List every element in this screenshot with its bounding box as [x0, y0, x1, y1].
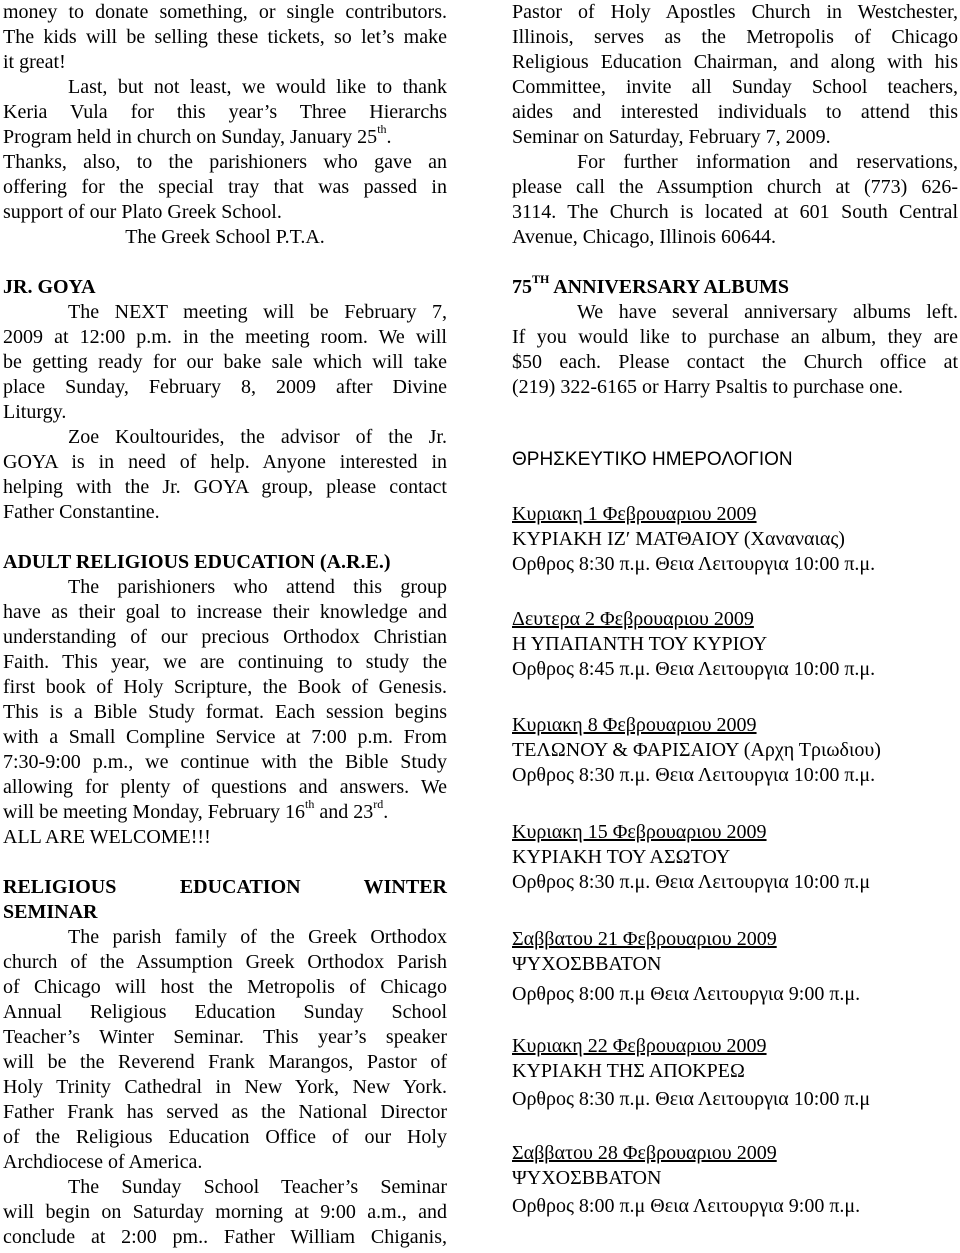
inline-text: and 23	[314, 801, 374, 823]
calendar-feast: ΨΥΧΟΣΒΒΑΤΟΝ	[512, 1167, 662, 1189]
calendar-feast: ΚΥΡΙΑΚΗ ΤΟΥ ΑΣΩΤΟΥ	[512, 846, 731, 868]
body-line: The NEXT meeting will be February 7,	[68, 301, 447, 323]
body-line: Archdiocese of America.	[3, 1151, 203, 1173]
section-heading-albums	[512, 272, 958, 300]
body-line: This is a Bible Study format. Each session begins	[3, 701, 447, 723]
body-line: The kids will be selling these tickets, so let’s make	[3, 26, 447, 48]
body-line: Faith. This year, we are continuing to study the	[3, 651, 447, 673]
body-line: be getting ready for our bake sale which will take	[3, 351, 447, 373]
calendar-services: Ορθρος 8:30 π.μ. Θεια Λειτουργια 10:00 π.μ	[512, 1088, 871, 1110]
body-line	[3, 122, 447, 150]
inline-text: ANNIVERSARY ALBUMS	[549, 276, 790, 298]
body-line: Holy Trinity Cathedral in New York, New York.	[3, 1076, 447, 1098]
body-line: Pastor of Holy Apostles Church in Westchester,	[512, 1, 958, 23]
section-heading-are: ADULT RELIGIOUS EDUCATION (A.R.E.)	[3, 551, 391, 573]
body-line: place Sunday, February 8, 2009 after Divine	[3, 376, 447, 398]
calendar-services: Ορθρος 8:45 π.μ. Θεια Λειτουργια 10:00 π.μ.	[512, 658, 876, 680]
ordinal-suffix: th	[377, 122, 387, 137]
body-line: Father Frank has served as the National Director	[3, 1101, 447, 1123]
ordinal-suffix: th	[304, 797, 315, 812]
calendar-services: Ορθρος 8:30 π.μ. Θεια Λειτουργια 10:00 π.μ.	[512, 764, 876, 786]
body-line: will begin on Saturday morning at 9:00 a.m., and	[3, 1201, 447, 1223]
section-heading-seminar-cont: SEMINAR	[3, 901, 98, 923]
body-line: GOYA is in need of help. Anyone interested in	[3, 451, 447, 473]
body-line: Religious Education Chairman, and along with his	[512, 51, 958, 73]
body-line: Zoe Koultourides, the advisor of the Jr.	[68, 426, 447, 448]
body-line: We have several anniversary albums left.	[577, 301, 958, 323]
body-line: Illinois, serves as the Metropolis of Chicago	[512, 26, 958, 48]
body-line: $50 each. Please contact the Church office at	[512, 351, 958, 373]
body-line: money to donate something, or single contributors.	[3, 1, 447, 23]
section-heading-seminar: RELIGIOUS EDUCATION WINTER	[3, 876, 447, 898]
body-line: offering for the special tray that was passed in	[3, 176, 447, 198]
body-line: ALL ARE WELCOME!!!	[3, 826, 211, 848]
calendar-services: Ορθρος 8:30 π.μ. Θεια Λειτουργια 10:00 π.μ	[512, 871, 871, 893]
inline-text: will be meeting Monday, February 16	[3, 801, 305, 823]
calendar-feast: ΤΕΛΩΝΟΥ & ΦΑΡΙΣΑΙΟΥ (Αρχη Τριωδιου)	[512, 739, 881, 761]
ordinal-suffix: rd	[373, 797, 384, 812]
body-line: aides and interested individuals to attend this	[512, 101, 958, 123]
body-line: The parishioners who attend this group	[68, 576, 447, 598]
body-line: of Chicago will host the Metropolis of Chicago	[3, 976, 447, 998]
inline-text: 75	[512, 276, 532, 298]
body-line: allowing for plenty of questions and answers. We	[3, 776, 447, 798]
body-line: Last, but not least, we would like to thank	[68, 76, 447, 98]
calendar-services: Ορθρος 8:00 π.μ Θεια Λειτουργια 9:00 π.μ.	[512, 983, 861, 1005]
inline-text: Program held in church on Sunday, January 25	[3, 126, 378, 148]
calendar-feast: ΚΥΡΙΑΚΗ ΙΖ′ ΜΑΤΘΑΙΟΥ (Χαναναιας)	[512, 528, 845, 550]
body-line: If you would like to purchase an album, they are	[512, 326, 958, 348]
body-line: have as their goal to increase their knowledge and	[3, 601, 447, 623]
body-line	[3, 797, 447, 825]
body-line: Father Constantine.	[3, 501, 160, 523]
body-line: it great!	[3, 51, 66, 73]
body-line: Thanks, also, to the parishioners who gave an	[3, 151, 447, 173]
body-line: Seminar on Saturday, February 7, 2009.	[512, 126, 831, 148]
body-line: understanding of our precious Orthodox Christian	[3, 626, 447, 648]
body-line: Avenue, Chicago, Illinois 60644.	[512, 226, 777, 248]
body-line: 3114. The Church is located at 601 South Central	[512, 201, 958, 223]
body-line: The Sunday School Teacher’s Seminar	[68, 1176, 447, 1198]
calendar-date: Κυριακη 1 Φεβρουαριου 2009	[512, 503, 757, 525]
body-line: For further information and reservations,	[577, 151, 958, 173]
section-heading-jr-goya: JR. GOYA	[3, 276, 96, 298]
calendar-date: Κυριακη 22 Φεβρουαριου 2009	[512, 1035, 767, 1057]
ordinal-suffix: TH	[532, 272, 550, 287]
body-line: conclude at 2:00 pm.. Father William Chiganis,	[3, 1226, 447, 1248]
body-line: Teacher’s Winter Seminar. This year’s speaker	[3, 1026, 447, 1048]
body-line: Annual Religious Education Sunday School	[3, 1001, 447, 1023]
body-line: helping with the Jr. GOYA group, please contact	[3, 476, 447, 498]
calendar-date: Δευτερα 2 Φεβρουαριου 2009	[512, 608, 754, 630]
calendar-feast: ΚΥΡΙΑΚΗ ΤΗΣ ΑΠΟΚΡΕΩ	[512, 1060, 745, 1082]
calendar-feast: Η ΥΠΑΠΑΝΤΗ ΤΟΥ ΚΥΡΙΟΥ	[512, 633, 768, 655]
body-line: with a Small Compline Service at 7:00 p.m. From	[3, 726, 447, 748]
pta-signature: The Greek School P.T.A.	[125, 226, 325, 248]
body-line: of the Religious Education Office of our Holy	[3, 1126, 447, 1148]
calendar-services: Ορθρος 8:00 π.μ Θεια Λειτουργια 9:00 π.μ.	[512, 1195, 861, 1217]
inline-text: .	[383, 801, 389, 823]
calendar-date: Κυριακη 8 Φεβρουαριου 2009	[512, 714, 757, 736]
body-line: 2009 at 12:00 p.m. in the meeting room. We will	[3, 326, 447, 348]
body-line: support of our Plato Greek School.	[3, 201, 282, 223]
calendar-date: Σαββατου 21 Φεβρουαριου 2009	[512, 928, 777, 950]
calendar-title: ΘΡΗΣΚΕΥΤΙΚΟ ΗΜΕΡΟΛΟΓΙΟΝ	[512, 449, 793, 470]
body-line: Liturgy.	[3, 401, 67, 423]
calendar-feast: ΨΥΧΟΣΒΒΑΤΟΝ	[512, 953, 662, 975]
body-line: please call the Assumption church at (773) 626-	[512, 176, 958, 198]
calendar-date: Κυριακη 15 Φεβρουαριου 2009	[512, 821, 767, 843]
body-line: The parish family of the Greek Orthodox	[68, 926, 447, 948]
body-line: Keria Vula for this year’s Three Hierarchs	[3, 101, 447, 123]
body-line: church of the Assumption Greek Orthodox Parish	[3, 951, 447, 973]
body-line: will be the Reverend Frank Marangos, Pastor of	[3, 1051, 447, 1073]
calendar-date: Σαββατου 28 Φεβρουαριου 2009	[512, 1142, 777, 1164]
calendar-services: Ορθρος 8:30 π.μ. Θεια Λειτουργια 10:00 π.μ.	[512, 553, 876, 575]
inline-text: .	[386, 126, 392, 148]
body-line: 7:30-9:00 p.m., we continue with the Bible Study	[3, 751, 447, 773]
body-line: first book of Holy Scripture, the Book of Genesis.	[3, 676, 447, 698]
body-line: Committee, invite all Sunday School teachers,	[512, 76, 958, 98]
body-line: (219) 322-6165 or Harry Psaltis to purchase one.	[512, 376, 904, 398]
